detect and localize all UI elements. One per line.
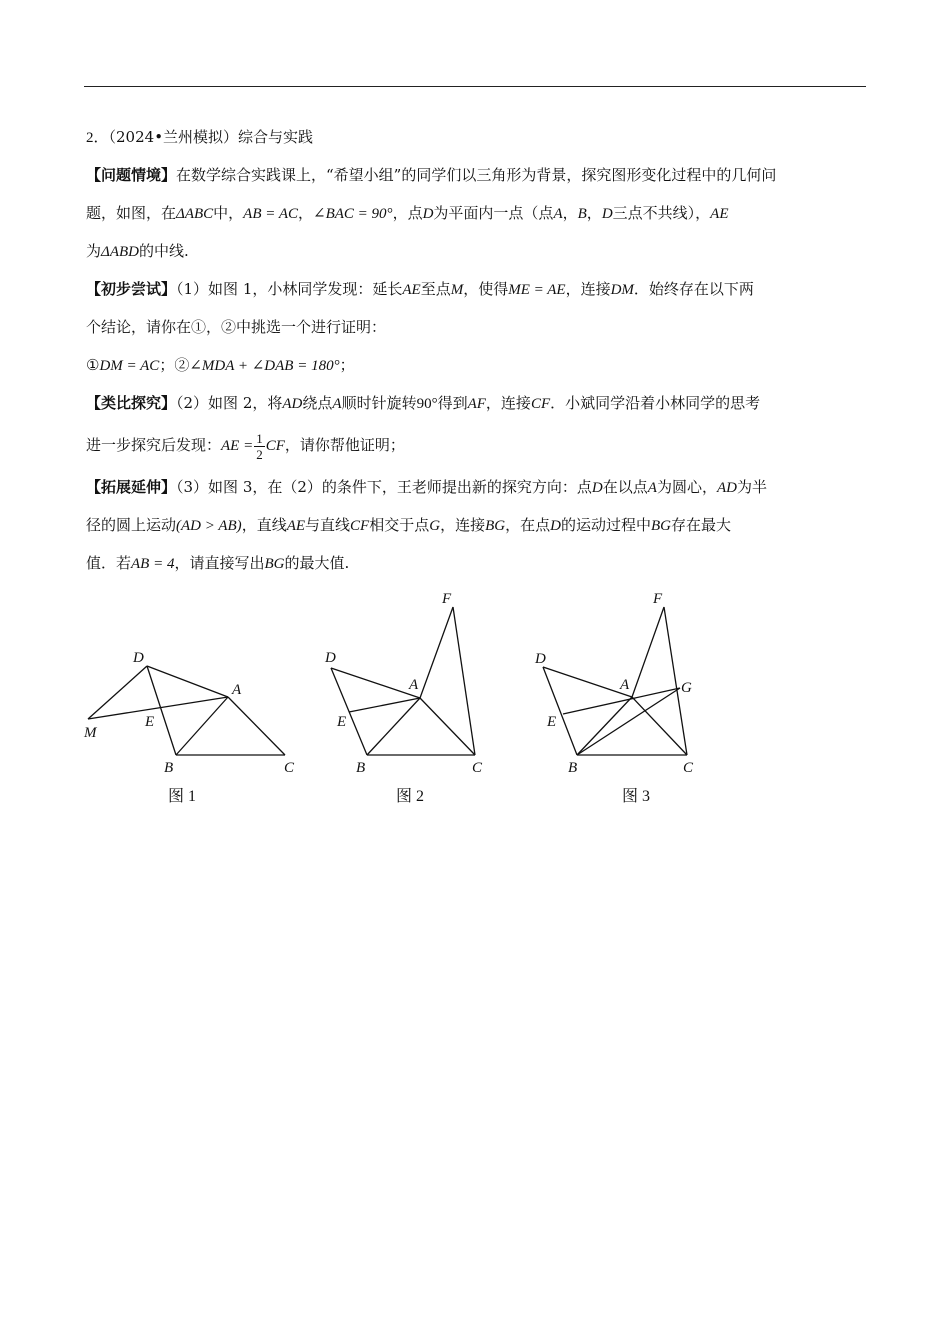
fig1-caption: 图 1 (168, 788, 197, 805)
geometry-figures (80, 586, 720, 816)
fig2-caption: 图 2 (396, 788, 425, 805)
figure-3-diagram (543, 607, 687, 755)
fraction-one-half: $\frac{1}{2}$ (256, 430, 263, 462)
figure-2-diagram (331, 607, 475, 755)
part2-line-1: 【类比探究】（2）如图 2，将AD绕点A顺时针旋转90°得到AF，连接CF．小斌同学沿着小林同学的思考 (86, 394, 761, 412)
fig2-label-c: C (472, 760, 483, 776)
intro-line-2: 题，如图，在ΔABC中，AB = AC，∠BAC = 90°，点D为平面内一点（点A，B，D三点不共线），AE (86, 204, 729, 222)
fig1-label-a: A (232, 682, 242, 698)
problem-heading: 2．（2024•兰州模拟）综合与实践 (86, 128, 314, 146)
fig3-label-f: F (653, 591, 663, 607)
fig2-label-a: A (409, 677, 419, 693)
part2-tag: 【类比探究】 (86, 394, 177, 412)
part1-line-1: 【初步尝试】（1）如图 1，小林同学发现：延长AE至点M，使得ME = AE，连接DM．始终存在以下两 (86, 280, 754, 298)
figure-1-diagram (88, 666, 285, 755)
intro-line-3: 为ΔABD的中线. (86, 242, 189, 260)
fig2-label-e: E (337, 714, 347, 730)
part1-line-3: ①DM = AC；②∠MDA + ∠DAB = 180°； (86, 356, 355, 374)
fig3-label-a: A (620, 677, 630, 693)
fig2-label-d: D (325, 650, 336, 666)
fig3-label-d: D (535, 651, 546, 667)
part3-line-3: 值．若AB = 4，请直接写出BG的最大值. (86, 554, 350, 572)
part3-line-2: 径的圆上运动(AD > AB)，直线AE与直线CF相交于点G，连接BG，在点D的运动过程中BG存在最大 (86, 516, 731, 534)
intro-tag: 【问题情境】 (86, 166, 177, 184)
fig1-label-b: B (164, 760, 174, 776)
fig1-label-e: E (145, 714, 155, 730)
fig1-label-m: M (84, 725, 97, 741)
fig2-label-b: B (356, 760, 366, 776)
part1-line-2: 个结论，请你在①，②中挑选一个进行证明： (86, 318, 387, 336)
part2-line-2: 进一步探究后发现：AE = $\frac{1}{2}$ CF，请你帮他证明； (86, 430, 405, 462)
intro-line-1: 【问题情境】在数学综合实践课上，“希望小组”的同学们以三角形为背景，探究图形变化过程中的几何问 (86, 166, 777, 184)
fig1-label-d: D (133, 650, 144, 666)
problem-body (86, 118, 866, 582)
part3-line-1: 【拓展延伸】（3）如图 3，在（2）的条件下，王老师提出新的探究方向：点D在以点A为圆心，AD为半 (86, 478, 767, 496)
fig3-label-b: B (568, 760, 578, 776)
fig1-label-c: C (284, 760, 295, 776)
fig3-caption: 图 3 (622, 788, 651, 805)
fig3-label-g: G (681, 680, 692, 696)
fig2-label-f: F (442, 591, 452, 607)
part3-tag: 【拓展延伸】 (86, 478, 177, 496)
fig3-label-c: C (683, 760, 694, 776)
header-rule (84, 86, 866, 87)
fig3-label-e: E (547, 714, 557, 730)
part1-tag: 【初步尝试】 (86, 280, 177, 298)
